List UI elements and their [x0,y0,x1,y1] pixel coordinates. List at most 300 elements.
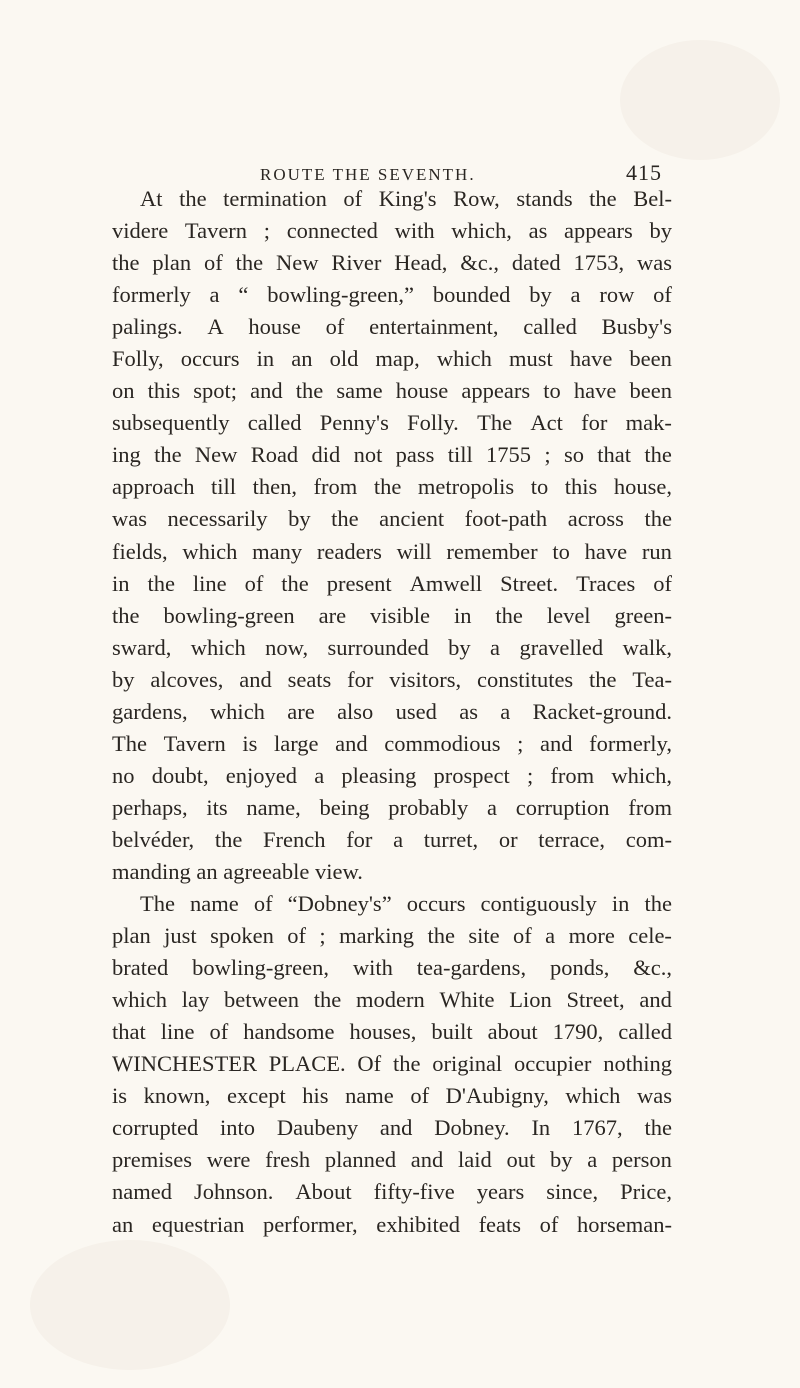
word: person [611,1147,672,1173]
word: a [393,826,404,852]
word: name [345,1083,394,1109]
word: nothing [603,1051,672,1077]
word: subsequently [112,410,230,436]
word: are [287,698,315,724]
word: Act [530,410,563,436]
word: appears [564,218,633,244]
word: is [112,1083,128,1109]
body-text [112,183,672,1241]
word: ing [112,442,141,468]
word: entertainment, [369,314,499,340]
word: is [242,730,258,756]
word: termination [223,186,327,211]
word: house [395,378,449,404]
paper-stain [30,1240,230,1370]
word: fields, [112,538,168,564]
word: present [326,570,392,596]
word: did [311,442,341,468]
page-number: 415 [626,160,662,185]
word: The [112,730,147,756]
word: the [112,250,140,276]
word: modern [356,987,425,1013]
word: ; [319,923,326,949]
text-line [112,1016,672,1048]
word: which, [611,762,672,788]
word: in [611,891,630,917]
word: visible [370,602,430,628]
word: which [565,1083,621,1109]
word: a [209,282,220,308]
word: spoken [210,923,274,949]
word: of [325,314,345,340]
word: till [447,442,473,468]
word: of [244,570,264,596]
word: ; [517,730,524,756]
word: the [179,186,207,211]
word: Tea- [632,666,672,692]
word: in [453,602,472,628]
word: a [490,634,501,660]
word: King's [378,186,437,211]
word: from [313,474,358,500]
word: as [528,218,548,244]
word: except [226,1083,286,1109]
text-line [112,920,672,952]
word: run [641,538,672,564]
word: years [476,1179,525,1205]
word: house, [613,474,672,500]
word: called [618,1019,672,1045]
word: appears [461,378,531,404]
word: New [276,250,319,276]
word: lay [181,987,210,1013]
word: will [396,538,432,564]
text-line [112,375,672,407]
word: same [336,378,383,404]
word: and [335,730,368,756]
word: In [531,1115,551,1141]
word: by [549,1147,573,1173]
word: plan [112,923,151,949]
word: Traces [576,570,636,596]
word: by [529,282,552,308]
word: named [112,1179,172,1205]
word: performer, [262,1211,358,1237]
word: At [140,186,163,211]
word: Tavern [163,730,226,756]
text-line [112,407,672,439]
word: for [346,826,373,852]
word: the [392,1051,421,1077]
text-line [112,696,672,728]
word: Folly, [112,346,164,372]
word: mak- [625,410,672,436]
text-line: manding an agreeable view. [112,858,363,884]
word: visitors, [389,666,462,692]
word: an [291,346,313,372]
word: cele- [628,923,672,949]
word: name, [246,794,301,820]
word: metropolis [417,474,515,500]
word: ponds, [549,955,610,981]
word: or [498,826,518,852]
word: the [495,602,523,628]
word: Lion [509,987,552,1013]
text-line [112,183,672,215]
word: by [112,666,135,692]
word: a [545,923,556,949]
word: The [140,891,175,917]
word: known, [143,1083,211,1109]
word: site [468,923,500,949]
word: 1790, [552,1019,604,1045]
word: walk, [622,634,672,660]
word: commodious [384,730,501,756]
word: by [448,634,471,660]
word: then, [252,474,297,500]
word: and [539,730,573,756]
text-line [112,471,672,503]
word: the [589,666,617,692]
word: in [112,570,130,596]
word: &c., [460,250,499,276]
word: was [112,506,147,532]
word: which [112,987,167,1013]
word: into [220,1115,256,1141]
word: sward, [112,634,172,660]
word: constitutes [476,666,574,692]
word: this [564,474,598,500]
word: line [160,1019,195,1045]
word: the [331,506,359,532]
word: been [629,378,672,404]
word: marking [339,923,415,949]
word: between [224,987,299,1013]
text-line [112,888,672,920]
word: the [589,186,617,211]
word: bounded [432,282,511,308]
word: the [235,250,264,276]
word: of [410,1083,430,1109]
word: River [331,250,382,276]
word: Head, [394,250,448,276]
word: and [639,987,672,1013]
word: 1753, [573,250,625,276]
word: White [439,987,495,1013]
word: About [295,1179,352,1205]
word: been [629,346,672,372]
word: occurs [406,891,466,917]
paper-stain [620,40,780,160]
word: bowling-green,” [267,282,415,308]
word: the [313,987,342,1013]
word: level [546,602,591,628]
word: no [112,762,135,788]
text-line [112,792,672,824]
text-line [112,568,672,600]
text-line [112,984,672,1016]
word: readers [316,538,382,564]
word: a [587,1147,598,1173]
word: Daubeny [276,1115,359,1141]
word: a [500,698,511,724]
word: gardens, [112,698,188,724]
word: of [653,282,672,308]
word: the [147,570,175,596]
word: house [248,314,301,340]
word: occurs [180,346,240,372]
word: occupier [513,1051,592,1077]
word: the [427,923,455,949]
word: planned [324,1147,397,1173]
text-line [112,632,672,664]
word: com- [625,826,672,852]
word: was [636,1083,672,1109]
word: 1767, [572,1115,623,1141]
word: foot-path [464,506,548,532]
word: premises [112,1147,192,1173]
word: used [395,698,437,724]
word: probably [388,794,469,820]
word: on [112,378,135,404]
word: also [337,698,374,724]
text-line [112,600,672,632]
word: A [207,314,224,340]
word: “Dobney's” [287,891,392,917]
word: built [431,1019,473,1045]
word: its [206,794,228,820]
word: gravelled [519,634,604,660]
word: ; [263,218,270,244]
word: stands [516,186,573,211]
word: many [252,538,303,564]
word: to [530,474,549,500]
word: fifty-five [373,1179,455,1205]
word: which [436,346,492,372]
word: not [353,442,383,468]
word: Racket-ground. [532,698,672,724]
word: of [513,923,532,949]
word: Street, [566,987,625,1013]
word: with [352,955,393,981]
word: a [486,794,497,820]
word: Johnson. [193,1179,274,1205]
word: by [288,506,311,532]
word: Dobney. [434,1115,510,1141]
word: the [373,474,402,500]
word: have [584,538,628,564]
word: which, [451,218,512,244]
word: the [214,826,243,852]
word: Row, [453,186,500,211]
word: of [209,1019,229,1045]
word: perhaps, [112,794,188,820]
word: of [653,570,672,596]
word: formerly [112,282,191,308]
word: pass [395,442,435,468]
word: corruption [515,794,610,820]
text-line [112,536,672,568]
text-line [112,311,672,343]
word: remember [446,538,538,564]
word: The [477,410,513,436]
word: of [204,250,223,276]
word: D'Aubigny, [445,1083,549,1109]
word: called [247,410,302,436]
word: necessarily [167,506,268,532]
word: in [256,346,275,372]
word: feats [478,1211,522,1237]
word: which [209,698,265,724]
word: enjoyed [225,762,297,788]
word: Bel- [633,186,672,211]
word: the [281,570,309,596]
text-line [112,824,672,856]
word: laid [458,1147,492,1173]
word: equestrian [151,1211,245,1237]
word: must [508,346,553,372]
word: exhibited [376,1211,460,1237]
word: Folly. [407,410,459,436]
word: for [581,410,608,436]
word: ; [544,442,551,468]
word: seats [287,666,332,692]
word: to [552,538,570,564]
word: plan [152,250,192,276]
word: ; [526,762,534,788]
word: prospect [433,762,510,788]
word: Busby's [601,314,672,340]
word: doubt, [151,762,209,788]
word: green- [614,602,672,628]
word: turret, [423,826,479,852]
word: Penny's [319,410,389,436]
word: and [239,666,272,692]
word: a [570,282,581,308]
word: approach [112,474,195,500]
word: are [318,602,347,628]
word: that [597,442,632,468]
word: videre [112,218,169,244]
word: the [644,442,672,468]
word: with [394,218,435,244]
word: surrounded [327,634,429,660]
word: New [194,442,238,468]
running-title: ROUTE THE SEVENTH. [260,165,476,184]
word: brated [112,955,169,981]
word: of [539,1211,559,1237]
word: this [147,378,181,404]
word: Price, [620,1179,672,1205]
word: and [250,378,283,404]
word: of [287,923,306,949]
word: called [523,314,577,340]
word: Street. [500,570,559,596]
word: horseman- [577,1211,672,1237]
word: corrupted [112,1115,199,1141]
word: of [343,186,363,211]
word: to [543,378,561,404]
word: WINCHESTER [112,1051,257,1077]
text-line [112,1112,672,1144]
word: original [432,1051,503,1077]
text-line [112,439,672,471]
word: which [190,634,246,660]
word: across [567,506,624,532]
word: large [273,730,319,756]
word: out [506,1147,536,1173]
word: just [164,923,197,949]
word: of [253,891,273,917]
word: PLACE. [268,1051,346,1077]
word: Tavern [184,218,248,244]
word: so [563,442,584,468]
word: bowling-green [163,602,295,628]
word: pleasing [341,762,417,788]
word: row [599,282,635,308]
word: the [295,378,324,404]
text-line [112,952,672,984]
word: Road [250,442,299,468]
word: were [206,1147,251,1173]
word: being [319,794,370,820]
word: French [263,826,326,852]
word: have [569,346,613,372]
word: a [314,762,325,788]
word: from [628,794,672,820]
word: by [649,218,672,244]
word: the [154,442,182,468]
word: connected [286,218,378,244]
word: terrace, [538,826,606,852]
word: was [636,250,672,276]
text-line [112,1144,672,1176]
text-line [112,279,672,311]
word: Amwell [409,570,483,596]
word: that [112,1019,146,1045]
word: spot; [193,378,238,404]
word: fresh [265,1147,311,1173]
word: dated [511,250,561,276]
word: alcoves, [150,666,224,692]
word: belvéder, [112,826,195,852]
word: now, [265,634,309,660]
text-line [112,215,672,247]
word: since, [546,1179,599,1205]
word: more [568,923,615,949]
word: 1755 [486,442,532,468]
word: and [379,1115,413,1141]
word: have [573,378,617,404]
word: Of [357,1051,382,1077]
word: the [644,1115,672,1141]
word: which [182,538,238,564]
text-line [112,760,672,792]
word: the [644,891,672,917]
word: ancient [379,506,445,532]
text-line [112,664,672,696]
word: the [112,602,140,628]
word: map, [375,346,420,372]
word: about [487,1019,538,1045]
word: for [347,666,374,692]
text-line [112,343,672,375]
word: till [211,474,237,500]
text-line [112,1048,672,1080]
word: handsome [243,1019,335,1045]
word: “ [238,282,249,308]
text-line [112,728,672,760]
